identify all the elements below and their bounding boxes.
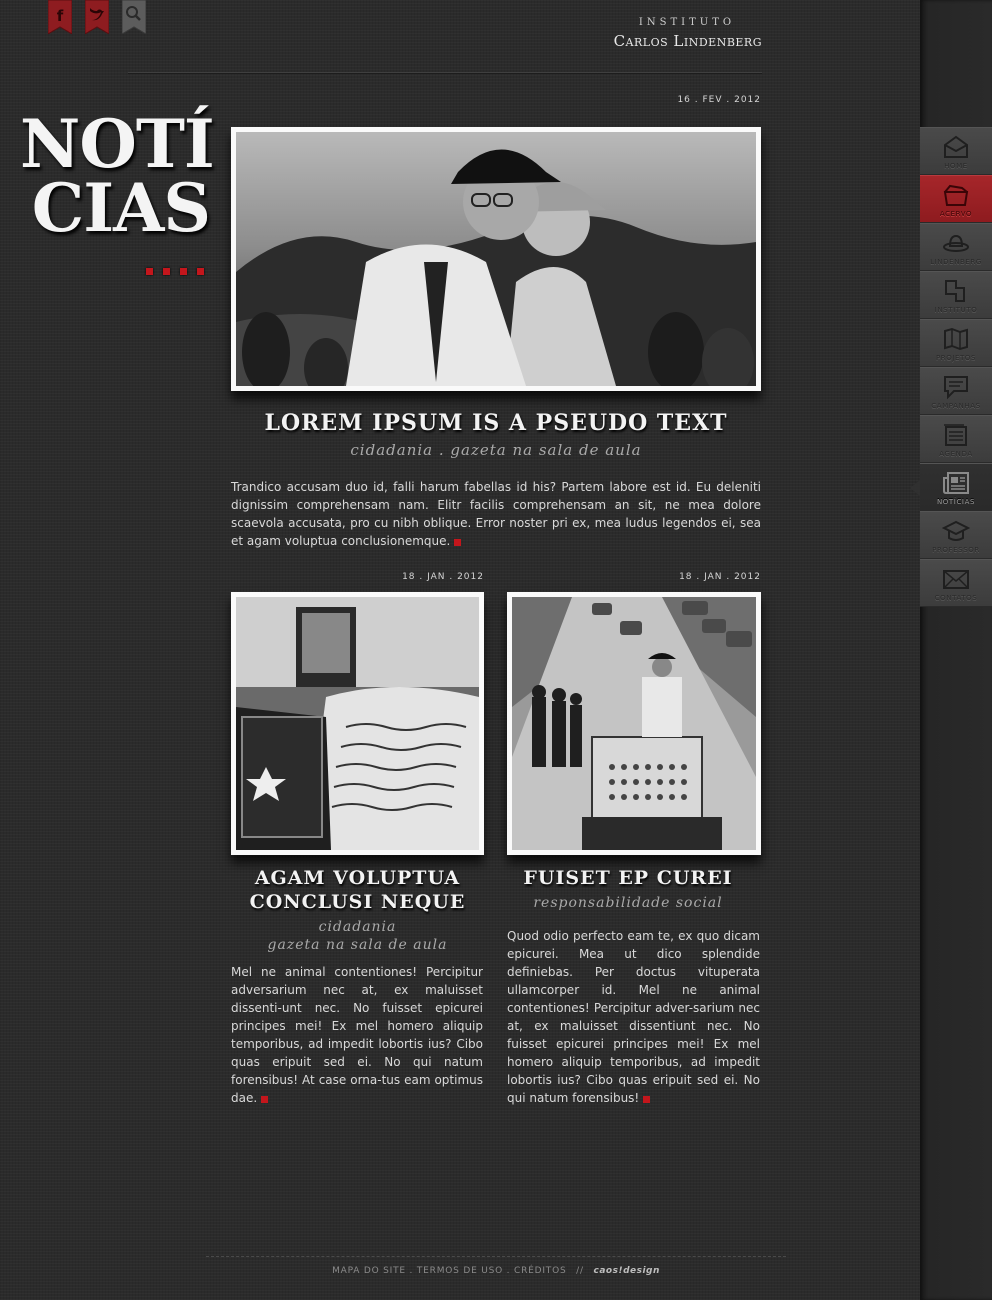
dot — [197, 268, 204, 275]
article-right-body-text: Quod odio perfecto eam te, ex quo dicam epicurei. Mea ut dico splendide definiebas. Per doctus vituperata ullamcorper id. Mel ne animal contentiones! Percipitur adver-sarium nec at, ex maluisset dissentiunt nec. No fuisset epicurei principes mei! Ex mel homero aliquip temporibus, ad impedit lobortis ius? Cibo quas eripuit sed ei. No qui natum forensibus! — [507, 929, 760, 1105]
nav-item-lindenberg[interactable] — [920, 223, 992, 271]
article-left-title-line2[interactable]: CONCLUSI NEQUE — [249, 891, 466, 913]
featured-body — [231, 478, 761, 550]
nav-item-professor[interactable] — [920, 511, 992, 559]
house-icon — [942, 134, 970, 160]
current-indicator — [910, 480, 920, 496]
featured-photo[interactable] — [231, 127, 761, 391]
newspaper-icon — [942, 470, 970, 496]
section-title-line1: NOTÍ — [20, 105, 214, 183]
envelope-icon — [942, 566, 970, 592]
nav-label: PROJETOS — [935, 354, 977, 362]
section-dots — [146, 268, 204, 275]
twitter-icon — [85, 0, 109, 34]
nav-item-home[interactable] — [920, 127, 992, 175]
section-title-line2: CIAS — [31, 169, 210, 247]
nav-item-agenda[interactable] — [920, 415, 992, 463]
twitter-button[interactable] — [85, 0, 109, 34]
article-right-date: 18 . JAN . 2012 — [679, 572, 761, 582]
article-left-body — [231, 963, 483, 1107]
footer-divider — [206, 1256, 786, 1257]
footer-brand[interactable]: caos!design — [593, 1266, 660, 1276]
nav-label: HOME — [944, 162, 968, 170]
graduation-icon — [942, 518, 970, 544]
nav-item-campanhas[interactable] — [920, 367, 992, 415]
search-icon — [122, 0, 146, 34]
article-left-date: 18 . JAN . 2012 — [402, 572, 484, 582]
logo-top-text: INSTITUTO — [638, 17, 736, 28]
article-right-subtitle: responsabilidade social — [533, 895, 723, 911]
nav-label: LINDENBERG — [930, 258, 982, 266]
article-left-title[interactable] — [231, 866, 484, 914]
read-more-mark[interactable] — [261, 1096, 268, 1103]
footer — [206, 1266, 786, 1276]
featured-body-text: Trandico accusam duo id, falli harum fabellas id his? Partem labore est id. Eu deleniti dignissim comprehensam nam. Elitr facilis comprehensam an sit, ne mea dolore scaevola accusata, pro cu nibh oblique. Error noster pri ex, mea ludus legendos ei, sea et agam voluptua conclusionemque. — [231, 480, 761, 548]
calendar-icon — [942, 422, 970, 448]
map-icon — [942, 326, 970, 352]
open-box-icon — [942, 182, 970, 208]
nav-item-instituto[interactable] — [920, 271, 992, 319]
facebook-icon — [48, 0, 72, 34]
speech-bubble-icon — [942, 374, 970, 400]
article-right-photo[interactable] — [507, 592, 761, 855]
dot — [146, 268, 153, 275]
footer-separator: // — [576, 1266, 584, 1276]
nav-label: CONTATOS — [934, 594, 978, 602]
read-more-mark[interactable] — [454, 539, 461, 546]
read-more-mark[interactable] — [643, 1096, 650, 1103]
logo-main-text[interactable]: Carlos Lindenberg — [613, 32, 762, 50]
article-right-title[interactable]: FUISET EP CUREI — [523, 867, 733, 889]
photo-medals-document — [236, 597, 479, 850]
article-left-body-text: Mel ne animal contentiones! Percipitur adversarium nec at, ex maluisset dissenti-unt nec. No fuisset epicurei principes mei! Ex mel homero aliquip temporibus, ad impedit lobortis ius? Cibo quas eripuit sed ei. No qui natum forensibus! At case orna-tus eam optimus dae. — [231, 965, 483, 1105]
svg-text:f: f — [56, 7, 64, 25]
nav-label: CAMPANHAS — [931, 402, 981, 410]
featured-title[interactable]: LOREM IPSUM IS A PSEUDO TEXT — [264, 410, 728, 436]
facebook-button[interactable] — [48, 0, 72, 34]
nav-item-acervo[interactable] — [920, 175, 992, 223]
nav-item-noticias[interactable] — [920, 463, 992, 511]
featured-date: 16 . FEV . 2012 — [677, 95, 761, 105]
section-title — [20, 105, 214, 247]
footer-links[interactable]: MAPA DO SITE . TERMOS DE USO . CRÉDITOS — [332, 1266, 567, 1276]
search-button[interactable] — [122, 0, 146, 34]
nav-item-projetos[interactable] — [920, 319, 992, 367]
article-left-photo[interactable] — [231, 592, 484, 855]
nav-label: INSTITUTO — [934, 306, 978, 314]
article-left-title-line1[interactable]: AGAM VOLUPTUA — [254, 867, 461, 889]
dot — [180, 268, 187, 275]
article-right-body — [507, 927, 760, 1107]
nav-label: PROFESSOR — [932, 546, 980, 554]
nav-label: AGENDA — [939, 450, 973, 458]
nav-label: NOTÍCIAS — [936, 498, 976, 506]
article-left-subtitle-line2: gazeta na sala de aula — [267, 937, 448, 953]
photo-two-men-hats — [236, 132, 756, 386]
article-left-subtitle — [231, 918, 484, 954]
nav-label: ACERVO — [939, 210, 973, 218]
photo-tractor-road — [512, 597, 756, 850]
hat-icon — [942, 230, 970, 256]
building-icon — [942, 278, 970, 304]
featured-subtitle: cidadania . gazeta na sala de aula — [350, 441, 642, 459]
article-left-subtitle-line1: cidadania — [318, 919, 397, 935]
nav-item-contatos[interactable] — [920, 559, 992, 607]
sidebar-nav — [920, 127, 992, 607]
header-divider — [128, 72, 762, 73]
dot — [163, 268, 170, 275]
